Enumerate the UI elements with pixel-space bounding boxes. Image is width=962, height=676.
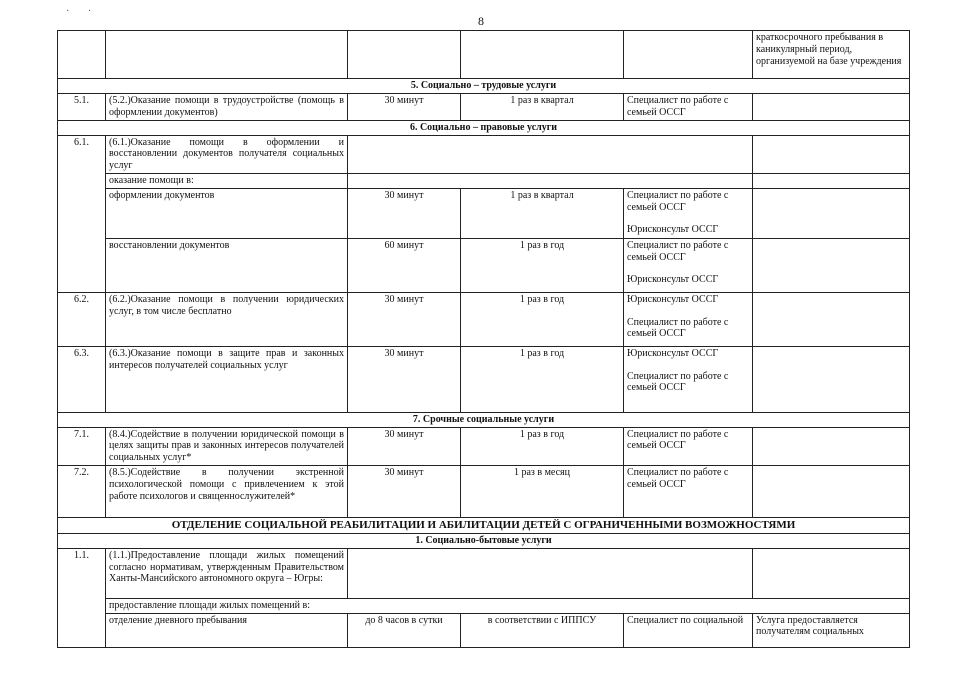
service-responsible: Специалист по работе с семьей ОССГ Юрисконсульт ОССГ (624, 188, 753, 238)
service-duration: 30 минут (348, 427, 461, 465)
service-duration: 30 минут (348, 93, 461, 120)
table-row (58, 188, 910, 238)
service-name: (1.1.)Предоставление площади жилых помещений согласно нормативам, утвержденным Правительством Ханты-Мансийского автономного округа – Югры: (106, 548, 348, 598)
table-row (58, 93, 910, 120)
service-frequency: 1 раз в квартал (461, 93, 624, 120)
row-number: 6.1. (58, 135, 106, 292)
service-name: (5.2.)Оказание помощи в трудоустройстве (помощь в оформлении документов) (106, 93, 348, 120)
service-name: (8.4.)Содействие в получении юридической помощи в целях защиты прав и законных интересов получателей социальных услуг* (106, 427, 348, 465)
service-name: (6.2.)Оказание помощи в получении юридических услуг, в том числе бесплатно (106, 292, 348, 346)
section-row (58, 412, 910, 427)
table-row (58, 173, 910, 188)
row-number: 6.3. (58, 346, 106, 412)
section-row (58, 533, 910, 548)
service-responsible: Юрисконсульт ОССГ Специалист по работе с семьей ОССГ (624, 346, 753, 412)
section-row (58, 79, 910, 94)
row-number: 6.2. (58, 292, 106, 346)
service-frequency: 1 раз в год (461, 238, 624, 292)
service-duration: 30 минут (348, 188, 461, 238)
service-responsible: Юрисконсульт ОССГ Специалист по работе с семьей ОССГ (624, 292, 753, 346)
table-row (58, 238, 910, 292)
service-duration: 60 минут (348, 238, 461, 292)
table-row (58, 427, 910, 465)
table-row (58, 548, 910, 598)
department-heading: ОТДЕЛЕНИЕ СОЦИАЛЬНОЙ РЕАБИЛИТАЦИИ И АБИЛИТАЦИИ ДЕТЕЙ С ОГРАНИЧЕННЫМИ ВОЗМОЖНОСТЯМИ (58, 517, 910, 533)
service-frequency: в соответствии с ИППСУ (461, 613, 624, 647)
service-name: оформлении документов (106, 188, 348, 238)
service-duration: 30 минут (348, 292, 461, 346)
service-name: (6.3.)Оказание помощи в защите прав и законных интересов получателей социальных услуг (106, 346, 348, 412)
service-frequency: 1 раз в год (461, 346, 624, 412)
service-subheading: предоставление площади жилых помещений в: (106, 598, 910, 613)
service-frequency: 1 раз в год (461, 292, 624, 346)
service-frequency: 1 раз в квартал (461, 188, 624, 238)
service-responsible: Специалист по работе с семьей ОССГ (624, 465, 753, 517)
table-row (58, 598, 910, 613)
service-duration: 30 минут (348, 465, 461, 517)
service-name: восстановлении документов (106, 238, 348, 292)
service-subheading: оказание помощи в: (106, 173, 348, 188)
service-name: отделение дневного пребывания (106, 613, 348, 647)
row-number: 1.1. (58, 548, 106, 647)
section-heading-6: 6. Социально – правовые услуги (58, 120, 910, 135)
row-number: 7.2. (58, 465, 106, 517)
service-duration: до 8 часов в сутки (348, 613, 461, 647)
service-frequency: 1 раз в год (461, 427, 624, 465)
scan-specks: · · (66, 6, 100, 17)
services-table (57, 30, 910, 648)
cell-note: краткосрочного пребывания в каникулярный период, организуемой на базе учреждения (753, 31, 910, 79)
row-number: 5.1. (58, 93, 106, 120)
table-row (58, 613, 910, 647)
table-row (58, 135, 910, 173)
section-heading-7: 7. Срочные социальные услуги (58, 412, 910, 427)
service-responsible: Специалист по социальной (624, 613, 753, 647)
service-responsible: Специалист по работе с семьей ОССГ (624, 427, 753, 465)
service-name: (8.5.)Содействие в получении экстренной психологической помощи с привлечением к этой работе психологов и священнослужителей* (106, 465, 348, 517)
page-number: 8 (478, 14, 484, 28)
table-row (58, 346, 910, 412)
service-frequency: 1 раз в месяц (461, 465, 624, 517)
table-row (58, 31, 910, 79)
cell-note: Услуга предоставляется получателям социальных (753, 613, 910, 647)
service-duration: 30 минут (348, 346, 461, 412)
section-row (58, 120, 910, 135)
service-responsible: Специалист по работе с семьей ОССГ Юрисконсульт ОССГ (624, 238, 753, 292)
table-row (58, 292, 910, 346)
section-row (58, 517, 910, 533)
service-responsible: Специалист по работе с семьей ОССГ (624, 93, 753, 120)
section-heading-1: 1. Социально-бытовые услуги (58, 533, 910, 548)
row-number: 7.1. (58, 427, 106, 465)
table-row (58, 465, 910, 517)
section-heading-5: 5. Социально – трудовые услуги (58, 79, 910, 94)
service-name: (6.1.)Оказание помощи в оформлении и восстановлении документов получателя социальных услуг (106, 135, 348, 173)
